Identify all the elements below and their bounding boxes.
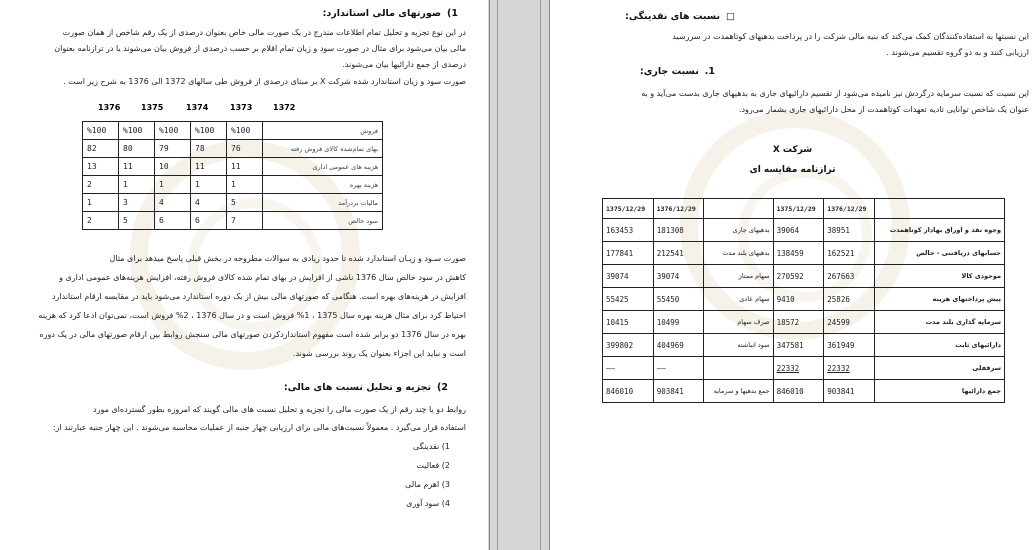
asset-value-1376: 38951 xyxy=(824,219,875,242)
table-cell-value: 6 xyxy=(155,212,191,230)
comparative-balance-sheet xyxy=(602,198,1005,403)
liability-value-1376: 212541 xyxy=(653,242,704,265)
document-page-right xyxy=(550,0,1035,550)
liability-value-1376: 903841 xyxy=(653,380,704,403)
list-item: 4) سود آوری xyxy=(406,499,450,508)
paragraph-line: در این نوع تجزیه و تحلیل تمام اطلاعات مندرج در یک صورت مالی خاص بعنوان درصدی از یک رقم شاخص از همان صورت xyxy=(62,28,466,37)
table-row xyxy=(83,122,383,140)
asset-value-1375: 39064 xyxy=(773,219,824,242)
table-row-label: بهای تمام‌شده کالای فروش رفته xyxy=(263,140,383,158)
table-cell-value: 76 xyxy=(227,140,263,158)
table-row-label: سود خالص xyxy=(263,212,383,230)
paragraph-line: افزایش در هزینه‌های بهره است. هنگامی که صورتهای مالی بیش از یک دوره استاندارد می‌شود باید در مقایسه ارقام استاندارد xyxy=(51,292,466,301)
year-label: 1374 xyxy=(186,103,209,112)
liability-value-1376: 39074 xyxy=(653,265,704,288)
header-date: 1376/12/29 xyxy=(653,199,704,219)
liability-label: بدهیهای بلند مدت xyxy=(704,242,773,265)
table-cell-value: %100 xyxy=(83,122,119,140)
paragraph-line: روابط دو یا چند رقم از یک صورت مالی را تجزیه و تحلیل نسبت های مالی گویند که امروزه بطور گسترده‌ای مورد xyxy=(93,405,466,414)
asset-value-1375: 22332 xyxy=(773,357,824,380)
liability-value-1375: 399802 xyxy=(603,334,654,357)
table-row xyxy=(603,242,1005,265)
liability-value-1376: 404969 xyxy=(653,334,704,357)
table-cell-value: %100 xyxy=(155,122,191,140)
gutter-line xyxy=(497,0,498,550)
liability-label: بدهیهای جاری xyxy=(704,219,773,242)
paragraph-line: کاهش در سود خالص سال 1376 ناشی از افزایش در بهای تمام شده کالای فروش رفته، افزایش هزینه‌های عمومی اداری و xyxy=(59,273,466,282)
table-cell-value: 1 xyxy=(83,194,119,212)
table-cell-value: 1 xyxy=(119,176,155,194)
document-page-left xyxy=(0,0,488,550)
asset-label: پیش پرداختهای هزینه xyxy=(874,288,1004,311)
asset-label: سرمایه گذاری بلند مدت xyxy=(874,311,1004,334)
heading-text: نسبت های نقدینگی: xyxy=(625,11,721,22)
heading-number: 1. xyxy=(704,66,715,77)
table-cell-value: 5 xyxy=(227,194,263,212)
paragraph-line: صورت سـود و زیـان استاندارد شده تا حدود زیادی به سوالات مطروحه در بخش قبلی پاسخ میدهد برای مثال xyxy=(109,254,466,263)
liability-label: صرف سهام xyxy=(704,311,773,334)
list-item: 3) اهرم مالی xyxy=(405,480,450,489)
table-cell-value: 10 xyxy=(155,158,191,176)
asset-value-1376: 361949 xyxy=(824,334,875,357)
table-cell-value: 11 xyxy=(119,158,155,176)
section-heading xyxy=(323,8,458,19)
paragraph-line: این نسبت که نسبت سرمایه درگردش نیز نامیده می‌شود از تقسیم دارائیهای جاری به بدهیهای جاری بدست می‌آید و به xyxy=(641,89,1029,98)
asset-label: وجوه نقد و اوراق بهادار کوتاهمدت xyxy=(874,219,1004,242)
asset-value-1375: 9410 xyxy=(773,288,824,311)
year-header-row xyxy=(0,103,488,115)
list-item: 2) فعالیت xyxy=(416,461,450,470)
table-row xyxy=(83,212,383,230)
paragraph-line: صورت سود و زیان استاندارد شده شرکت X بر مبنای درصدی از فروش طی سالهای 1372 الی 1376 به شرح زیر است . xyxy=(63,77,466,86)
paragraph-line: این نسبتها به استفاده‌کنندگان کمک می‌کند که بنیه مالی شرکت را در پرداخت بدهیهای کوتاهمدت در سررسید xyxy=(672,32,1029,41)
table-row xyxy=(83,176,383,194)
year-label: 1375 xyxy=(141,103,164,112)
asset-label: دارائیهای ثابت xyxy=(874,334,1004,357)
table-cell-value: 78 xyxy=(191,140,227,158)
asset-value-1375: 18572 xyxy=(773,311,824,334)
liability-value-1375: —— xyxy=(603,357,654,380)
heading-text: نسبت جاری: xyxy=(639,66,699,77)
asset-value-1375: 270592 xyxy=(773,265,824,288)
table-row-label: هزینه های عمومی اداری xyxy=(263,158,383,176)
header-blank xyxy=(874,199,1004,219)
bullet-icon: □ xyxy=(726,11,735,22)
table-row xyxy=(603,380,1005,403)
asset-value-1376: 22332 xyxy=(824,357,875,380)
liability-value-1375: 55425 xyxy=(603,288,654,311)
year-label: 1372 xyxy=(273,103,296,112)
table-row xyxy=(603,334,1005,357)
section-heading xyxy=(625,11,735,22)
asset-value-1375: 347581 xyxy=(773,334,824,357)
heading-text: تجزیه و تحلیل نسبت های مالی: xyxy=(283,382,432,393)
section-heading xyxy=(640,66,715,77)
table-cell-value: 13 xyxy=(83,158,119,176)
table-cell-value: 11 xyxy=(191,158,227,176)
table-cell-value: 1 xyxy=(227,176,263,194)
gutter-line xyxy=(540,0,541,550)
table-cell-value: 4 xyxy=(191,194,227,212)
liability-value-1376: 181308 xyxy=(653,219,704,242)
liability-value-1375: 177841 xyxy=(603,242,654,265)
header-date: 1375/12/29 xyxy=(773,199,824,219)
paragraph-line: استفاده قرار می‌گیرد . معمولاً نسبت‌های مالی برای ارزیابی چهار جنبه از عملیات محاسبه می‌شوند . این چهار جنبه عبارتند از: xyxy=(52,423,466,432)
balance-sheet-title: ترازنامه مقایسه ای xyxy=(749,165,836,175)
liability-label: سهام عادی xyxy=(704,288,773,311)
table-row xyxy=(603,311,1005,334)
liability-value-1375: 39074 xyxy=(603,265,654,288)
year-label: 1373 xyxy=(230,103,253,112)
asset-value-1376: 162521 xyxy=(824,242,875,265)
asset-value-1376: 903841 xyxy=(824,380,875,403)
table-row-label: فروش xyxy=(263,122,383,140)
asset-label: سرقفلی xyxy=(874,357,1004,380)
liability-value-1375: 163453 xyxy=(603,219,654,242)
liability-value-1376: 55450 xyxy=(653,288,704,311)
table-row xyxy=(603,265,1005,288)
table-cell-value: 3 xyxy=(119,194,155,212)
asset-value-1375: 846010 xyxy=(773,380,824,403)
paragraph-line: احتیاط کرد برای مثال هزینه بهره سال 1375 ، 1% فروش است و در سال 1376 ، 2% فروش است، نمی‌توان ادعا کرد که هزینه xyxy=(38,311,466,320)
asset-value-1376: 24599 xyxy=(824,311,875,334)
paragraph-line: است و نباید این اجزاء بعنوان یک روند بررسی شوند. xyxy=(292,349,466,358)
list-item: 1) نقدینگی xyxy=(413,442,450,451)
asset-label: حسابهای دریافتنی - خالص xyxy=(874,242,1004,265)
table-cell-value: 7 xyxy=(227,212,263,230)
liability-label: جمع بدهیها و سرمایه xyxy=(704,380,773,403)
header-date: 1376/12/29 xyxy=(824,199,875,219)
table-row xyxy=(83,158,383,176)
table-row xyxy=(83,140,383,158)
paragraph-line: بهره در سال 1376 دو برابر شده است مفهوم استانداردکردن صورتهای مالی سنجش روابط بین ارقام صورتهای مالی در یک دوره xyxy=(39,330,466,339)
table-cell-value: 79 xyxy=(155,140,191,158)
table-cell-value: 6 xyxy=(191,212,227,230)
asset-value-1375: 138459 xyxy=(773,242,824,265)
table-cell-value: 2 xyxy=(83,176,119,194)
liability-label: سود انباشته xyxy=(704,334,773,357)
table-row xyxy=(83,194,383,212)
gutter-line xyxy=(489,0,490,550)
liability-value-1375: 10415 xyxy=(603,311,654,334)
table-cell-value: %100 xyxy=(119,122,155,140)
table-cell-value: 1 xyxy=(155,176,191,194)
asset-value-1376: 25826 xyxy=(824,288,875,311)
table-cell-value: 5 xyxy=(119,212,155,230)
paragraph-line: ارزیابی کنند و به دو گروه تقسیم می‌شوند . xyxy=(886,48,1029,57)
heading-text: صورتهای مالی استاندارد: xyxy=(322,8,442,19)
liability-value-1376: 10499 xyxy=(653,311,704,334)
table-row xyxy=(603,357,1005,380)
table-cell-value: %100 xyxy=(191,122,227,140)
standardized-income-table xyxy=(82,121,383,230)
table-cell-value: %100 xyxy=(227,122,263,140)
header-blank xyxy=(704,199,773,219)
table-cell-value: 4 xyxy=(155,194,191,212)
table-row-label: هزینه بهره xyxy=(263,176,383,194)
liability-label xyxy=(704,357,773,380)
liability-label: سهام ممتاز xyxy=(704,265,773,288)
year-label: 1376 xyxy=(98,103,121,112)
heading-number: 2) xyxy=(437,382,448,393)
table-row xyxy=(603,288,1005,311)
liability-value-1376: —— xyxy=(653,357,704,380)
heading-number: 1) xyxy=(447,8,458,19)
table-cell-value: 2 xyxy=(83,212,119,230)
table-row xyxy=(603,219,1005,242)
table-cell-value: 11 xyxy=(227,158,263,176)
asset-label: جمع دارائیها xyxy=(874,380,1004,403)
table-cell-value: 1 xyxy=(191,176,227,194)
table-row-label: مالیات بردرآمد xyxy=(263,194,383,212)
table-cell-value: 82 xyxy=(83,140,119,158)
asset-value-1376: 267663 xyxy=(824,265,875,288)
table-header-row xyxy=(603,199,1005,219)
paragraph-line: مالی بیان می‌شود برای مثال در صورت سود و زیان تمام اقلام بر حسب درصدی از فروش بیان می‌شوند یا در ترازنامه بعنوان xyxy=(54,44,466,53)
asset-label: موجودی کالا xyxy=(874,265,1004,288)
header-date: 1375/12/29 xyxy=(603,199,654,219)
company-name: شرکت X xyxy=(772,145,813,155)
paragraph-line: درصدی از جمع دارائیها بیان می‌شوند. xyxy=(342,60,466,69)
paragraph-line: عنوان یک شاخص توانایی تادیه تعهدات کوتاهمدت از محل دارائیهای جاری بشمار می‌رود. xyxy=(738,105,1029,114)
section-heading xyxy=(284,382,448,393)
table-cell-value: 80 xyxy=(119,140,155,158)
liability-value-1375: 846010 xyxy=(603,380,654,403)
